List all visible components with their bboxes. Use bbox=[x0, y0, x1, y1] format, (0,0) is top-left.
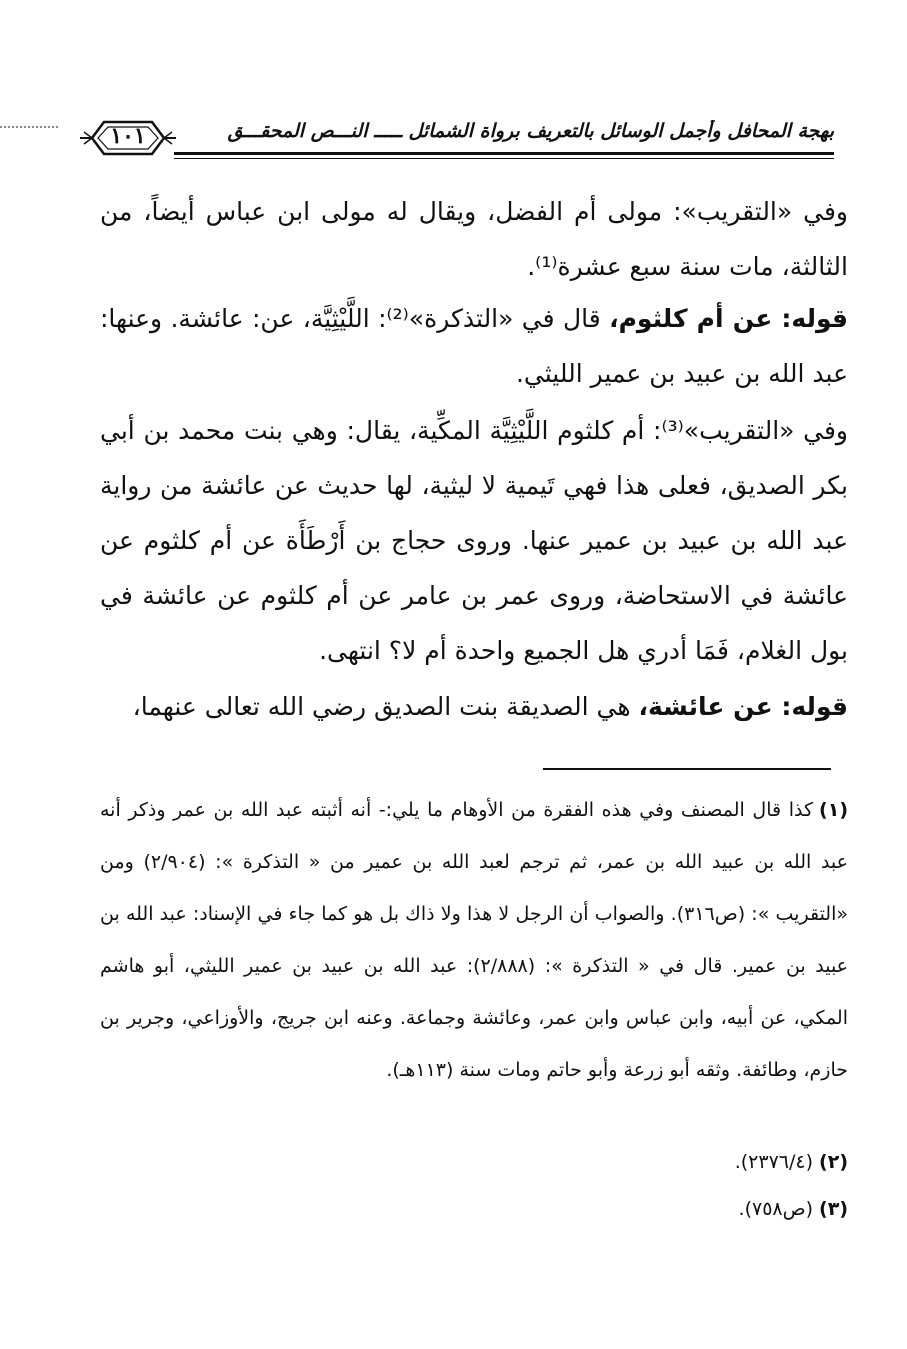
paragraph bbox=[100, 184, 848, 294]
page-number: ١٠١ bbox=[110, 123, 146, 149]
paragraph bbox=[100, 291, 848, 401]
paragraph-text: وفي «التقريب»: مولى أم الفضل، ويقال له مولى ابن عباس أيضاً، من الثالثة، مات سنة سبع عشرة⁽¹⁾. bbox=[100, 197, 848, 281]
footnote bbox=[100, 1183, 848, 1235]
footnote-number: (٣) bbox=[819, 1198, 848, 1220]
footnote-text: (ص٧٥٨). bbox=[738, 1198, 814, 1220]
footnote-number: (٢) bbox=[819, 1151, 848, 1173]
paragraph-lead: قوله: عن أم كلثوم، bbox=[609, 304, 848, 333]
footnote bbox=[100, 1136, 848, 1188]
paragraph bbox=[100, 403, 848, 678]
page-number-badge bbox=[78, 116, 178, 160]
paragraph bbox=[100, 679, 848, 734]
paragraph-text: هي الصديقة بنت الصديق رضي الله تعالى عنهما، bbox=[132, 692, 639, 721]
paragraph-text: قال في «التذكرة»⁽²⁾: اللَّيْثِيَّة، عن: عائشة. وعنها: عبد الله بن عبيد بن عمير الليثي. bbox=[100, 304, 848, 388]
paragraph-lead: قوله: عن عائشة، bbox=[638, 692, 848, 721]
scan-margin-dots bbox=[0, 126, 58, 128]
paragraph-text: وفي «التقريب»⁽³⁾: أم كلثوم اللَّيْثِيَّة المكِّية، يقال: وهي بنت محمد بن أبي بكر الصديق، فعلى هذا فهي تَيمية لا ليثية، لها حديث عن عائشة من رواية عبد الله بن عبيد بن عمير عنها. وروى حجاج بن أَرْطَأَة عن أم كلثوم عن عائشة في الاستحاضة، وروى عمر بن عامر عن أم كلثوم عن عائشة في بول الغلام، فَمَا أدري هل الجميع واحدة أم لا؟ انتهى. bbox=[100, 416, 849, 665]
footnote bbox=[100, 784, 848, 1096]
footnote-number: (١) bbox=[819, 799, 848, 821]
running-header-title: بهجة المحافل وأجمل الوسائل بالتعريف برواة الشمائل ـــــ النـــص المحقـــق bbox=[227, 120, 834, 142]
footnote-text: كذا قال المصنف وفي هذه الفقرة من الأوهام ما يلي:- أنه أثبته عبد الله بن عمر وذكر أنه عبد الله بن عبيد الله بن عمر، ثم ترجم لعبد الله بن عمير من « التذكرة »: (٢/٩٠٤) ومن «التقريب »: (ص٣١٦). والصواب أن الرجل لا هذا ولا ذاك بل هو كما جاء في الإسناد: عبد الله بن عبيد بن عمير. قال في « التذكرة »: (٢/٨٨٨): عبد الله بن عبيد بن عمير الليثي، أبو هاشم المكي، عن أبيه، وابن عباس وابن عمر، وعائشة وجماعة. وعنه ابن جريج، والأوزاعي، وجرير بن حازم، وطائفة. وثقه أبو زرعة وأبو حاتم ومات سنة (١١٣هـ). bbox=[100, 799, 849, 1081]
running-header bbox=[78, 116, 834, 168]
footnote-separator bbox=[543, 768, 831, 770]
header-rule bbox=[174, 152, 834, 159]
footnote-text: (٢٣٧٦/٤). bbox=[734, 1151, 814, 1173]
